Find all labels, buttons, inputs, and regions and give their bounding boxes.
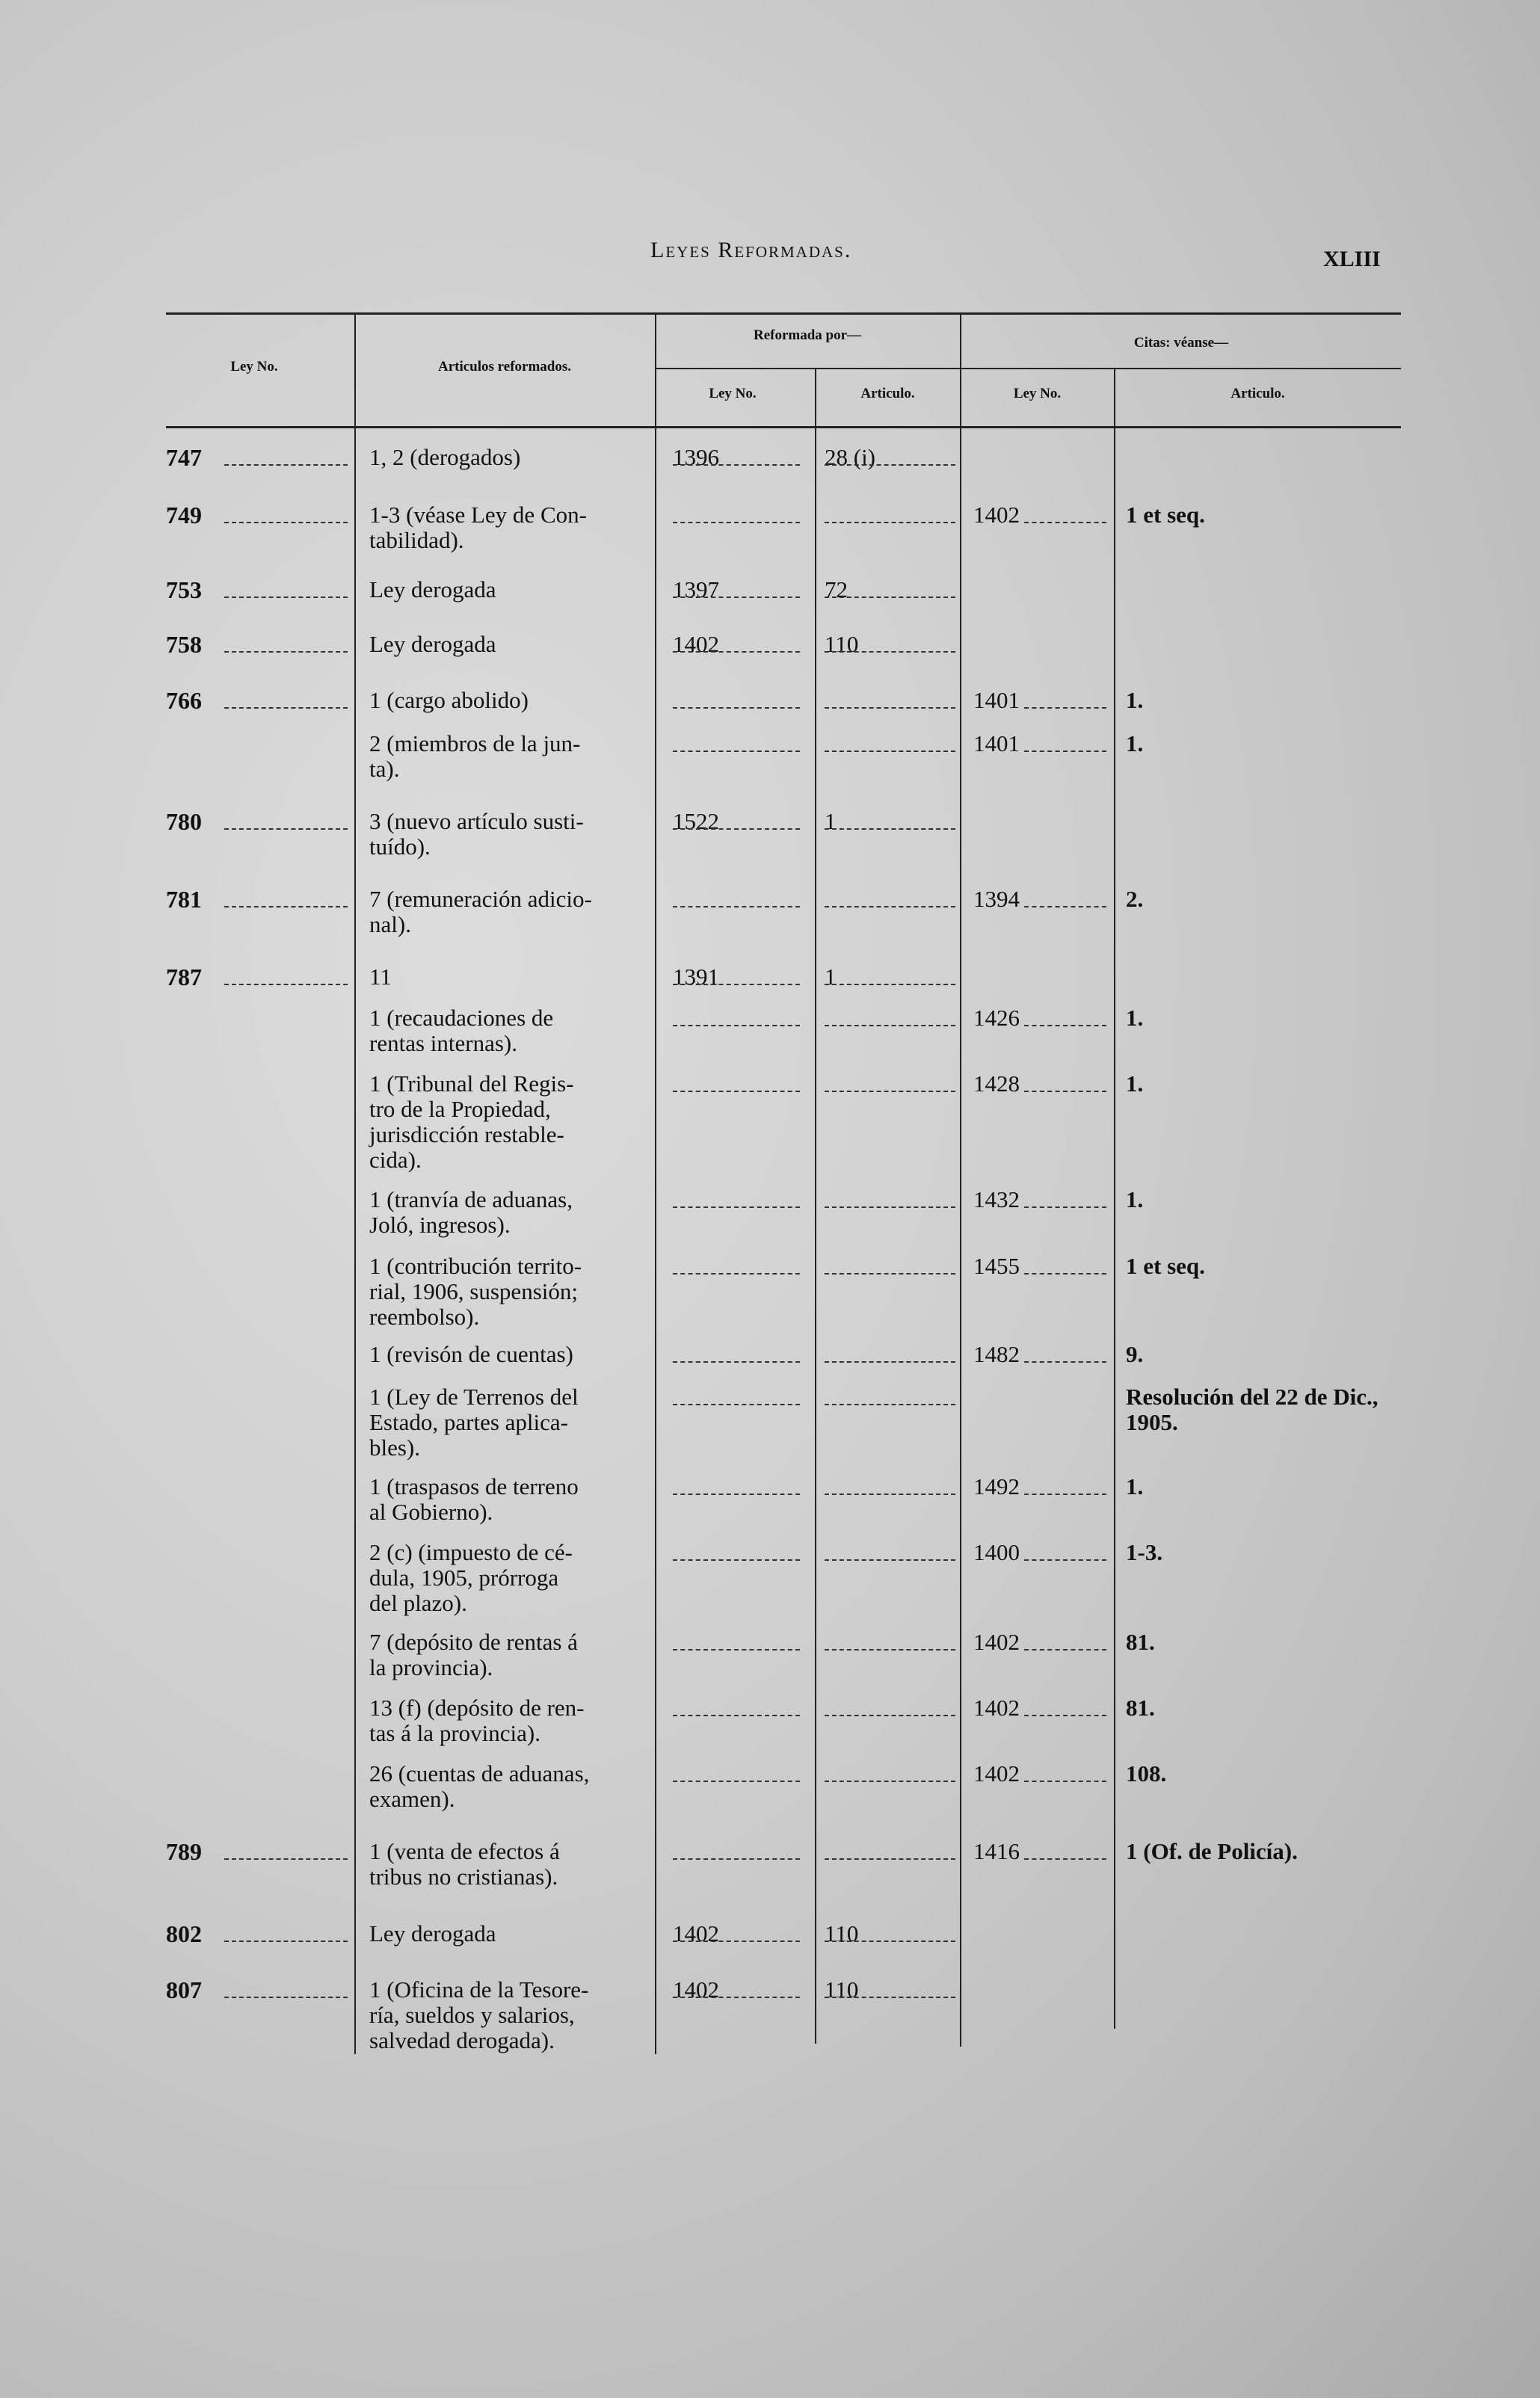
leader-dots (673, 1361, 800, 1363)
row-citas-articulo: 1. (1126, 1005, 1144, 1031)
row-citas-articulo: 1. (1126, 1473, 1144, 1499)
leader-dots (673, 707, 800, 709)
leader-dots (224, 984, 348, 985)
row-citas-ley: 1402 (973, 1695, 1020, 1721)
leader-dots (1024, 1715, 1106, 1716)
leader-dots (673, 1091, 800, 1092)
column-divider (1114, 369, 1115, 2029)
column-divider (815, 369, 816, 2044)
row-citas-articulo: 1. (1126, 1186, 1144, 1212)
row-citas-articulo: 1 et seq. (1126, 1253, 1205, 1279)
row-articulos: Ley derogada (369, 576, 496, 602)
row-articulos: 1 (recaudaciones de rentas internas). (369, 1005, 554, 1056)
row-articulos: 1-3 (véase Ley de Con- tabilidad). (369, 502, 587, 553)
leader-dots (1024, 1091, 1106, 1092)
leader-dots (673, 1273, 800, 1274)
leader-dots (224, 707, 348, 709)
subheader-ley-reformada: Ley No. (709, 386, 757, 401)
leader-dots (1024, 750, 1106, 752)
leader-dots (825, 1206, 955, 1208)
leader-dots (825, 1997, 955, 1998)
leader-dots (1024, 1781, 1106, 1782)
leader-dots (673, 1715, 800, 1716)
row-reformada-articulo: 28 (i) (825, 444, 876, 470)
leader-dots (673, 522, 800, 523)
column-divider (354, 312, 356, 2054)
row-citas-ley: 1400 (973, 1539, 1020, 1565)
row-citas-ley: 1394 (973, 886, 1020, 912)
row-citas-ley: 1401 (973, 730, 1020, 756)
leader-dots (825, 1649, 955, 1650)
row-citas-ley: 1402 (973, 502, 1020, 528)
row-articulos: 1 (Oficina de la Tesore- ría, sueldos y salarios, salvedad derogada). (369, 1976, 589, 2053)
row-ley-number: 787 (166, 964, 202, 990)
row-citas-articulo: 1 et seq. (1126, 502, 1205, 528)
leader-dots (673, 906, 800, 907)
row-reformada-ley: 1522 (673, 808, 719, 834)
leader-dots (1024, 906, 1106, 907)
row-reformada-ley: 1396 (673, 444, 719, 470)
leader-dots (673, 597, 800, 598)
row-citas-ley: 1428 (973, 1070, 1020, 1097)
subheader-articulo-reformada: Articulo. (860, 386, 915, 401)
row-articulos: 3 (nuevo artículo susti- tuído). (369, 808, 584, 860)
leader-dots (825, 1858, 955, 1860)
leader-dots (1024, 522, 1106, 523)
row-reformada-articulo: 1 (825, 808, 837, 834)
row-citas-articulo: 9. (1126, 1341, 1144, 1367)
leader-dots (825, 906, 955, 907)
leader-dots (673, 750, 800, 752)
row-articulos: 7 (remuneración adicio- nal). (369, 886, 592, 937)
row-articulos: Ley derogada (369, 631, 496, 657)
row-citas-articulo: 2. (1126, 886, 1144, 912)
leader-dots (825, 464, 955, 466)
row-reformada-ley: 1402 (673, 1920, 719, 1947)
row-citas-ley: 1401 (973, 687, 1020, 713)
row-ley-number: 747 (166, 444, 202, 471)
row-citas-ley: 1416 (973, 1838, 1020, 1864)
leader-dots (825, 1091, 955, 1092)
leader-dots (224, 906, 348, 907)
leader-dots (1024, 1025, 1106, 1026)
header-bottom-rule (166, 426, 1401, 428)
leader-dots (673, 1858, 800, 1860)
leader-dots (825, 1494, 955, 1495)
row-ley-number: 758 (166, 631, 202, 658)
leader-dots (673, 1997, 800, 1998)
row-citas-articulo: 81. (1126, 1695, 1155, 1721)
leader-dots (673, 1649, 800, 1650)
row-citas-ley: 1482 (973, 1341, 1020, 1367)
row-articulos: Ley derogada (369, 1920, 496, 1947)
row-articulos: 1 (Tribunal del Regis- tro de la Propiedad, jurisdicción restable- cida). (369, 1070, 574, 1173)
row-articulos: 1 (venta de efectos á tribus no cristianas). (369, 1838, 560, 1890)
leader-dots (825, 828, 955, 830)
leader-dots (673, 1025, 800, 1026)
leader-dots (1024, 1559, 1106, 1561)
header-ley: Ley No. (230, 359, 278, 375)
header-citas: Citas: véanse— (1133, 335, 1229, 351)
row-citas-articulo: 1. (1126, 687, 1144, 713)
row-articulos: 2 (c) (impuesto de cé- dula, 1905, prórroga del plazo). (369, 1539, 573, 1616)
row-articulos: 2 (miembros de la jun- ta). (369, 730, 581, 782)
header-reformada-por: Reformada por— (753, 327, 862, 343)
leader-dots (224, 597, 348, 598)
leader-dots (224, 651, 348, 653)
row-ley-number: 753 (166, 576, 202, 603)
row-citas-ley: 1492 (973, 1473, 1020, 1499)
row-citas-ley: 1432 (973, 1186, 1020, 1212)
leader-dots (825, 522, 955, 523)
leader-dots (224, 522, 348, 523)
header-group-rule (655, 368, 1401, 369)
leader-dots (673, 1494, 800, 1495)
row-ley-number: 766 (166, 687, 202, 714)
leader-dots (673, 464, 800, 466)
subheader-articulo-citas: Articulo. (1231, 386, 1285, 401)
leader-dots (825, 1781, 955, 1782)
row-reformada-articulo: 72 (825, 576, 848, 602)
row-citas-articulo: 1-3. (1126, 1539, 1163, 1565)
row-articulos: 1 (traspasos de terreno al Gobierno). (369, 1473, 579, 1525)
row-ley-number: 807 (166, 1976, 202, 2003)
row-articulos: 1 (contribución territo- rial, 1906, suspensión; reembolso). (369, 1253, 582, 1330)
leader-dots (825, 1025, 955, 1026)
leader-dots (673, 1404, 800, 1405)
row-reformada-ley: 1391 (673, 964, 719, 990)
subheader-ley-citas: Ley No. (1013, 386, 1062, 401)
row-citas-ley: 1455 (973, 1253, 1020, 1279)
header-articulos: Articulos reformados. (437, 359, 571, 375)
row-citas-articulo: 1 (Of. de Policía). (1126, 1838, 1298, 1864)
leader-dots (825, 1941, 955, 1942)
leader-dots (673, 1941, 800, 1942)
row-articulos: 1, 2 (derogados) (369, 444, 521, 470)
leader-dots (825, 597, 955, 598)
row-reformada-articulo: 1 (825, 964, 837, 990)
leader-dots (825, 651, 955, 653)
row-citas-articulo: 1. (1126, 1070, 1144, 1097)
row-citas-articulo: Resolución del 22 de Dic., 1905. (1126, 1384, 1379, 1435)
leader-dots (224, 1941, 348, 1942)
leader-dots (825, 1559, 955, 1561)
row-articulos: 1 (Ley de Terrenos del Estado, partes aplica- bles). (369, 1384, 579, 1461)
leader-dots (825, 984, 955, 985)
row-citas-ley: 1402 (973, 1760, 1020, 1787)
leader-dots (825, 707, 955, 709)
leader-dots (673, 651, 800, 653)
row-articulos: 1 (revisón de cuentas) (369, 1341, 573, 1367)
row-reformada-articulo: 110 (825, 1920, 859, 1947)
column-divider (960, 312, 961, 2047)
leader-dots (673, 1206, 800, 1208)
row-ley-number: 780 (166, 808, 202, 835)
row-citas-ley: 1426 (973, 1005, 1020, 1031)
table-top-rule (166, 312, 1401, 315)
leader-dots (825, 1715, 955, 1716)
leader-dots (825, 750, 955, 752)
row-citas-ley: 1402 (973, 1629, 1020, 1655)
row-reformada-ley: 1402 (673, 1976, 719, 2003)
row-ley-number: 781 (166, 886, 202, 913)
row-articulos: 11 (369, 964, 392, 990)
leader-dots (673, 828, 800, 830)
leader-dots (673, 1781, 800, 1782)
row-ley-number: 749 (166, 502, 202, 528)
leader-dots (224, 464, 348, 466)
leader-dots (1024, 1361, 1106, 1363)
leader-dots (224, 1997, 348, 1998)
leader-dots (1024, 1494, 1106, 1495)
leader-dots (673, 984, 800, 985)
row-ley-number: 802 (166, 1920, 202, 1947)
leader-dots (1024, 1273, 1106, 1274)
row-articulos: 1 (cargo abolido) (369, 687, 529, 713)
row-ley-number: 789 (166, 1838, 202, 1865)
leader-dots (224, 1858, 348, 1860)
row-citas-articulo: 81. (1126, 1629, 1155, 1655)
row-articulos: 13 (f) (depósito de ren- tas á la provincia). (369, 1695, 585, 1746)
row-reformada-ley: 1397 (673, 576, 719, 602)
row-citas-articulo: 108. (1126, 1760, 1167, 1787)
row-reformada-articulo: 110 (825, 631, 859, 657)
leader-dots (1024, 1858, 1106, 1860)
leader-dots (1024, 1649, 1106, 1650)
row-articulos: 26 (cuentas de aduanas, examen). (369, 1760, 590, 1812)
row-articulos: 1 (tranvía de aduanas, Joló, ingresos). (369, 1186, 573, 1238)
leader-dots (1024, 1206, 1106, 1208)
leader-dots (224, 828, 348, 830)
page-title: Leyes Reformadas. (650, 238, 852, 262)
row-reformada-articulo: 110 (825, 1976, 859, 2003)
leader-dots (825, 1361, 955, 1363)
row-citas-articulo: 1. (1126, 730, 1144, 756)
column-divider (655, 312, 656, 2054)
leader-dots (825, 1273, 955, 1274)
row-articulos: 7 (depósito de rentas á la provincia). (369, 1629, 578, 1680)
leader-dots (825, 1404, 955, 1405)
page-number: XLIII (1323, 247, 1381, 271)
leader-dots (1024, 707, 1106, 709)
leader-dots (673, 1559, 800, 1561)
row-reformada-ley: 1402 (673, 631, 719, 657)
